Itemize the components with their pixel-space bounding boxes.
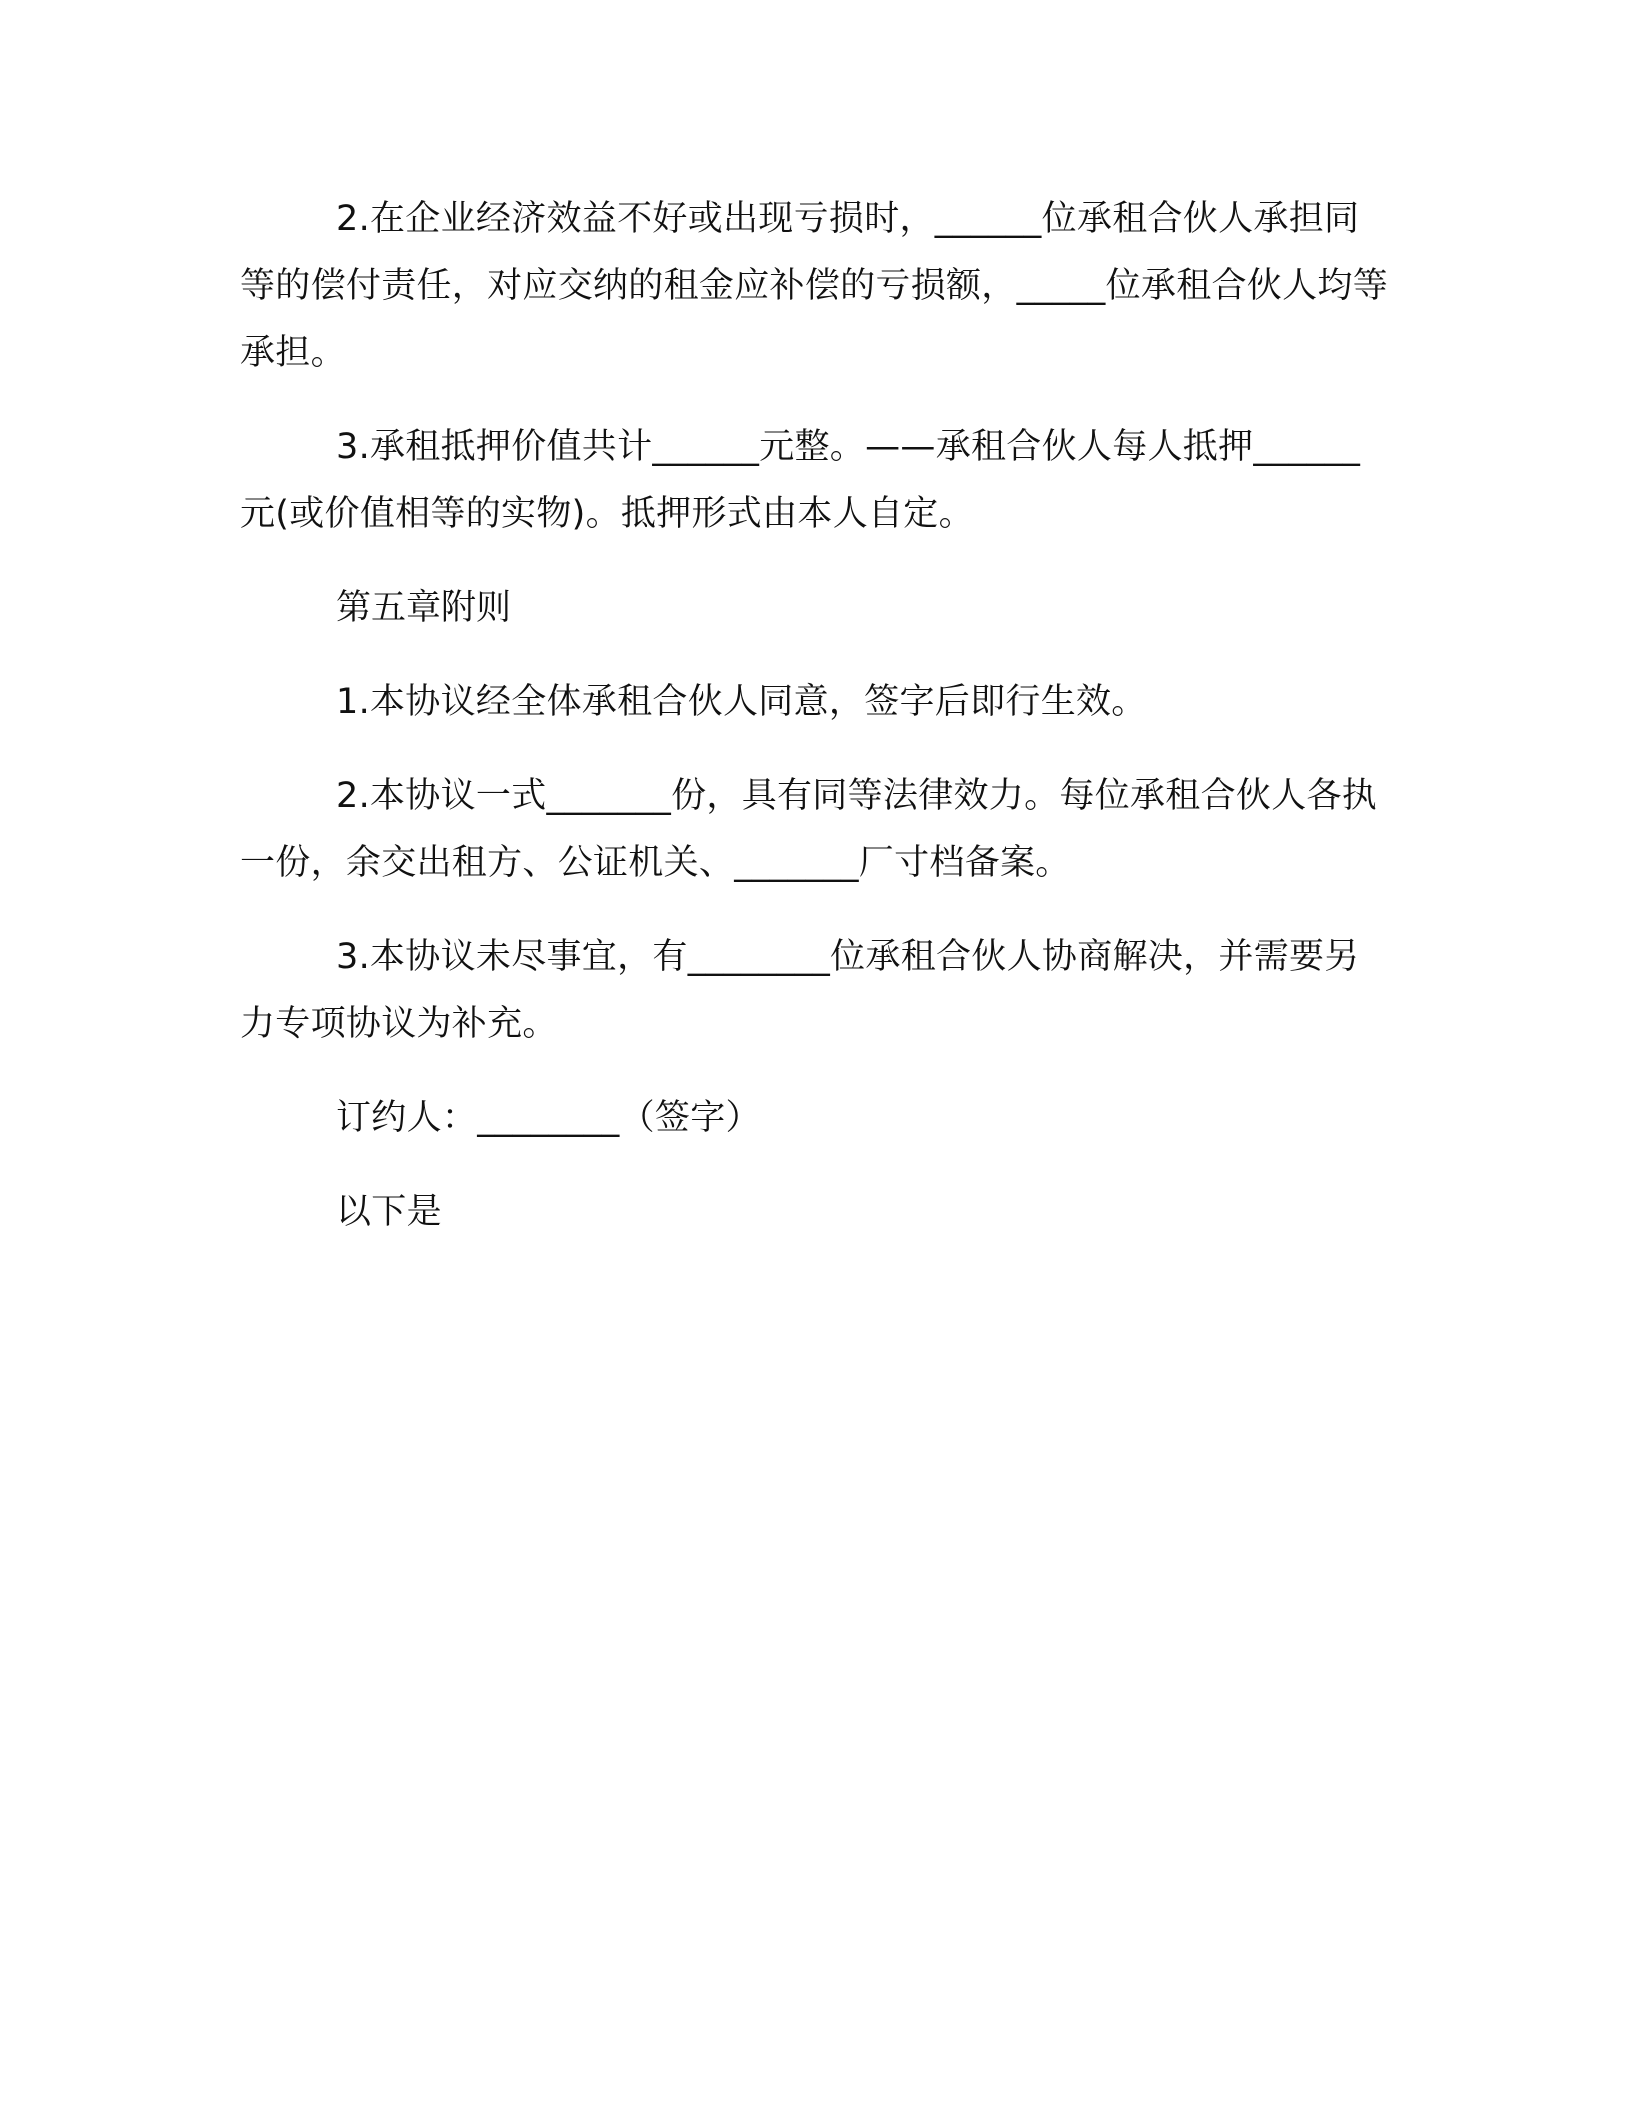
document-body xyxy=(240,186,1390,1273)
rule-1-paragraph: 1.本协议经全体承租合伙人同意，签字后即行生效。 xyxy=(336,682,1147,722)
clause-3-paragraph: 3.承租抵押价值共计______元整。——承租合伙人每人抵押______元(或价值相等的实物)。抵押形式由本人自定。 xyxy=(240,427,1361,534)
signatory-line: 订约人：________（签字） xyxy=(336,1098,761,1138)
rule-3-paragraph: 3.本协议未尽事宜，有________位承租合伙人协商解决，并需要另力专项协议为补充。 xyxy=(240,937,1360,1044)
following-text: 以下是 xyxy=(336,1192,442,1232)
clause-2-paragraph: 2.在企业经济效益不好或出现亏损时，______位承租合伙人承担同等的偿付责任，对应交纳的租金应补偿的亏损额，_____位承租合伙人均等承担。 xyxy=(240,199,1389,373)
rule-2-paragraph: 2.本协议一式_______份，具有同等法律效力。每位承租合伙人各执一份，余交出租方、公证机关、_______厂寸档备案。 xyxy=(240,776,1378,883)
chapter-heading: 第五章附则 xyxy=(336,588,512,628)
